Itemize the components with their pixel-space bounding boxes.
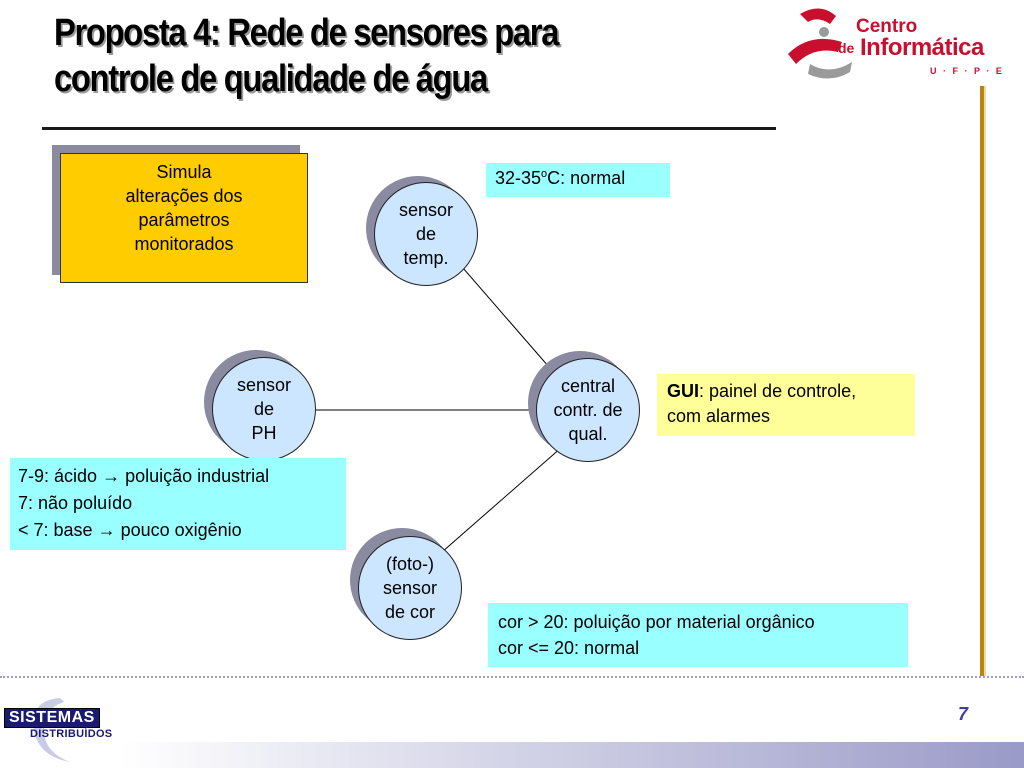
ph-sensor-line-1: sensor: [236, 375, 292, 395]
temp-range-note: [486, 163, 670, 197]
ph-sensor-line-2: de: [253, 399, 275, 419]
temp-note-range: 32-35: [495, 168, 542, 188]
gui-note-bold: GUI: [667, 381, 700, 401]
simulator-line-4: monitorados: [134, 234, 234, 254]
simulator-line-2: alterações dos: [125, 186, 243, 206]
logo-sistemas: SISTEMAS: [4, 708, 100, 728]
ph-note-line-1b: poluição industrial: [120, 466, 270, 486]
footer-dotted-divider: [0, 676, 1024, 678]
temp-sensor-node: [374, 182, 478, 286]
color-sensor-line-1: (foto-): [385, 554, 434, 574]
color-sensor-line-3: de cor: [384, 602, 436, 622]
temp-sensor-line-2: de: [415, 224, 437, 244]
ph-note-line-1a: 7-9: ácido: [18, 466, 103, 486]
temp-sensor-line-3: temp.: [403, 248, 449, 268]
color-range-note: [488, 603, 908, 667]
ph-sensor-node: [212, 357, 316, 461]
gui-note-rest: : painel de controle,: [699, 381, 857, 401]
title-line-2: controle de qualidade de água: [54, 58, 487, 100]
gui-note-line-2: com alarmes: [667, 406, 771, 426]
central-line-1: central: [560, 376, 615, 396]
gui-note: [657, 374, 915, 436]
ph-range-note: [10, 458, 346, 550]
page-number: 7: [958, 704, 969, 724]
color-sensor-node: [358, 536, 462, 640]
ph-note-line-3a: < 7: base: [18, 520, 98, 540]
ph-note-line-3b: pouco oxigênio: [115, 520, 242, 540]
arrow-right-icon: →: [102, 466, 121, 486]
simulator-line-1: Simula: [156, 162, 212, 182]
temp-note-degree: o: [541, 168, 548, 180]
logo-distribuidos: DISTRIBUÍDOS: [30, 728, 113, 740]
footer-gradient-bar: [120, 742, 1024, 768]
central-line-3: qual.: [568, 424, 608, 444]
ph-note-line-2: 7: não poluído: [18, 493, 133, 513]
logo-ufpe: U · F · P · E: [930, 66, 1004, 76]
central-node: [536, 358, 640, 462]
arrow-right-icon: →: [97, 520, 116, 540]
title-line-1: Proposta 4: Rede de sensores para: [54, 12, 559, 54]
sistemas-distribuidos-logo: [0, 690, 124, 768]
color-sensor-line-2: sensor: [382, 578, 438, 598]
ph-sensor-line-3: PH: [251, 423, 277, 443]
color-note-line-2: cor <= 20: normal: [498, 638, 640, 658]
temp-note-label: C: normal: [547, 168, 626, 188]
simulator-line-3: parâmetros: [138, 210, 230, 230]
simulator-box: [60, 153, 308, 283]
temp-sensor-line-1: sensor: [398, 200, 454, 220]
central-line-2: contr. de: [553, 400, 623, 420]
logo-centro: Centro: [856, 16, 918, 37]
color-note-line-1: cor > 20: poluição por material orgânico: [498, 612, 815, 632]
logo-informatica: Informática: [860, 34, 984, 61]
logo-de: de: [838, 40, 855, 56]
